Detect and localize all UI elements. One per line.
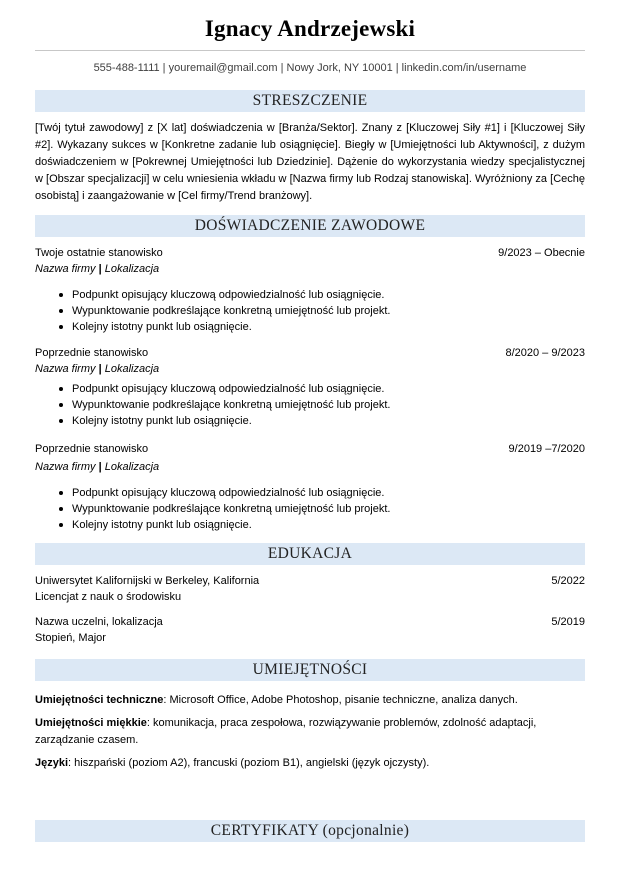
job-bullets — [35, 381, 585, 429]
job-position: Poprzednie stanowisko — [35, 347, 149, 359]
education-date: 5/2022 — [551, 575, 585, 587]
skill-label: Umiejętności miękkie — [35, 717, 147, 729]
bullet-item: Wypunktowanie podkreślające konkretną umiejętność lub projekt. — [72, 501, 585, 517]
contact-line: 555-488-1111 | youremail@gmail.com | Nowy Jork, NY 10001 | linkedin.com/in/username — [93, 62, 527, 74]
job-company: Nazwa firmy — [35, 363, 96, 375]
bullet-item: Kolejny istotny punkt lub osiągnięcie. — [72, 413, 585, 429]
job-separator: | — [98, 263, 102, 275]
job-company-line — [35, 361, 585, 377]
job-entry — [35, 345, 585, 429]
header-divider — [35, 50, 585, 51]
education-school: Uniwersytet Kalifornijski w Berkeley, Kalifornia — [35, 575, 260, 587]
skill-label: Języki — [35, 757, 69, 769]
job-location: Lokalizacja — [104, 263, 160, 275]
education-entry — [35, 614, 585, 646]
candidate-name: Ignacy Andrzejewski — [204, 16, 416, 41]
job-location: Lokalizacja — [104, 363, 160, 375]
job-separator: | — [98, 363, 102, 375]
section-heading-education: EDUKACJA — [35, 543, 585, 565]
skill-text: : hiszpański (poziom A2), francuski (poziom B1), angielski (język ojczysty). — [68, 757, 430, 769]
education-header — [35, 614, 585, 630]
education-date: 5/2019 — [551, 616, 585, 628]
skill-line — [35, 755, 585, 772]
job-entry — [35, 441, 585, 533]
section-heading-experience: DOŚWIADCZENIE ZAWODOWE — [35, 215, 585, 237]
section-heading-certificates: CERTYFIKATY (opcjonalnie) — [35, 820, 585, 842]
job-company: Nazwa firmy — [35, 461, 96, 473]
job-dates: 8/2020 – 9/2023 — [505, 347, 585, 359]
education-entry — [35, 573, 585, 605]
bullet-item: Kolejny istotny punkt lub osiągnięcie. — [72, 517, 585, 533]
bullet-item: Wypunktowanie podkreślające konkretną umiejętność lub projekt. — [72, 397, 585, 413]
job-dates: 9/2023 – Obecnie — [498, 247, 585, 259]
job-location: Lokalizacja — [104, 461, 160, 473]
job-separator: | — [98, 461, 102, 473]
job-company-line — [35, 261, 585, 277]
job-bullets — [35, 485, 585, 533]
job-position: Twoje ostatnie stanowisko — [35, 247, 163, 259]
job-header — [35, 245, 585, 261]
job-position: Poprzednie stanowisko — [35, 443, 149, 455]
job-bullets — [35, 287, 585, 335]
skill-text: : komunikacja, praca zespołowa, rozwiązywanie problemów, zdolność adaptacji, zarządzanie czasem. — [35, 717, 537, 746]
job-dates: 9/2019 –7/2020 — [508, 443, 585, 455]
job-company: Nazwa firmy — [35, 263, 96, 275]
summary-text: [Twój tytuł zawodowy] z [X lat] doświadczenia w [Branża/Sektor]. Znany z [Kluczowej Siły #1] i [Kluczowej Siły #2]. Wykazany sukces w [Konkretne zadanie lub osiągnięcie]. Biegły w [Umiejętności lub Aktywności], z dużym doświadczeniem w [Pokrewnej Umiejętności lub Dziedzinie]. Dążenie do wykorzystania wiedzy specjalistycznej w [Obszar specjalizacji] w celu wniesienia wkładu w [Nazwa firmy lub Rodzaj stanowiska]. Wyróżniony za [Cechę osobistą] i zaangażowanie w [Cel firmy/Trend branżowy]. — [35, 122, 585, 202]
education-degree: Licencjat z nauk o środowisku — [35, 591, 182, 603]
education-header — [35, 573, 585, 589]
bullet-item: Podpunkt opisujący kluczową odpowiedzialność lub osiągnięcie. — [72, 485, 585, 501]
section-heading-summary: STRESZCZENIE — [35, 90, 585, 112]
bullet-item: Kolejny istotny punkt lub osiągnięcie. — [72, 319, 585, 335]
education-degree: Stopień, Major — [35, 632, 106, 644]
skill-text: : Microsoft Office, Adobe Photoshop, pisanie techniczne, analiza danych. — [163, 694, 518, 706]
skill-line — [35, 692, 585, 709]
job-header — [35, 441, 585, 457]
job-company-line — [35, 459, 585, 475]
bullet-item: Wypunktowanie podkreślające konkretną umiejętność lub projekt. — [72, 303, 585, 319]
job-entry — [35, 245, 585, 335]
bullet-item: Podpunkt opisujący kluczową odpowiedzialność lub osiągnięcie. — [72, 287, 585, 303]
section-heading-skills: UMIEJĘTNOŚCI — [35, 659, 585, 681]
skill-line — [35, 715, 585, 749]
skill-label: Umiejętności techniczne — [35, 694, 164, 706]
job-header — [35, 345, 585, 361]
bullet-item: Podpunkt opisujący kluczową odpowiedzialność lub osiągnięcie. — [72, 381, 585, 397]
education-school: Nazwa uczelni, lokalizacja — [35, 616, 163, 628]
